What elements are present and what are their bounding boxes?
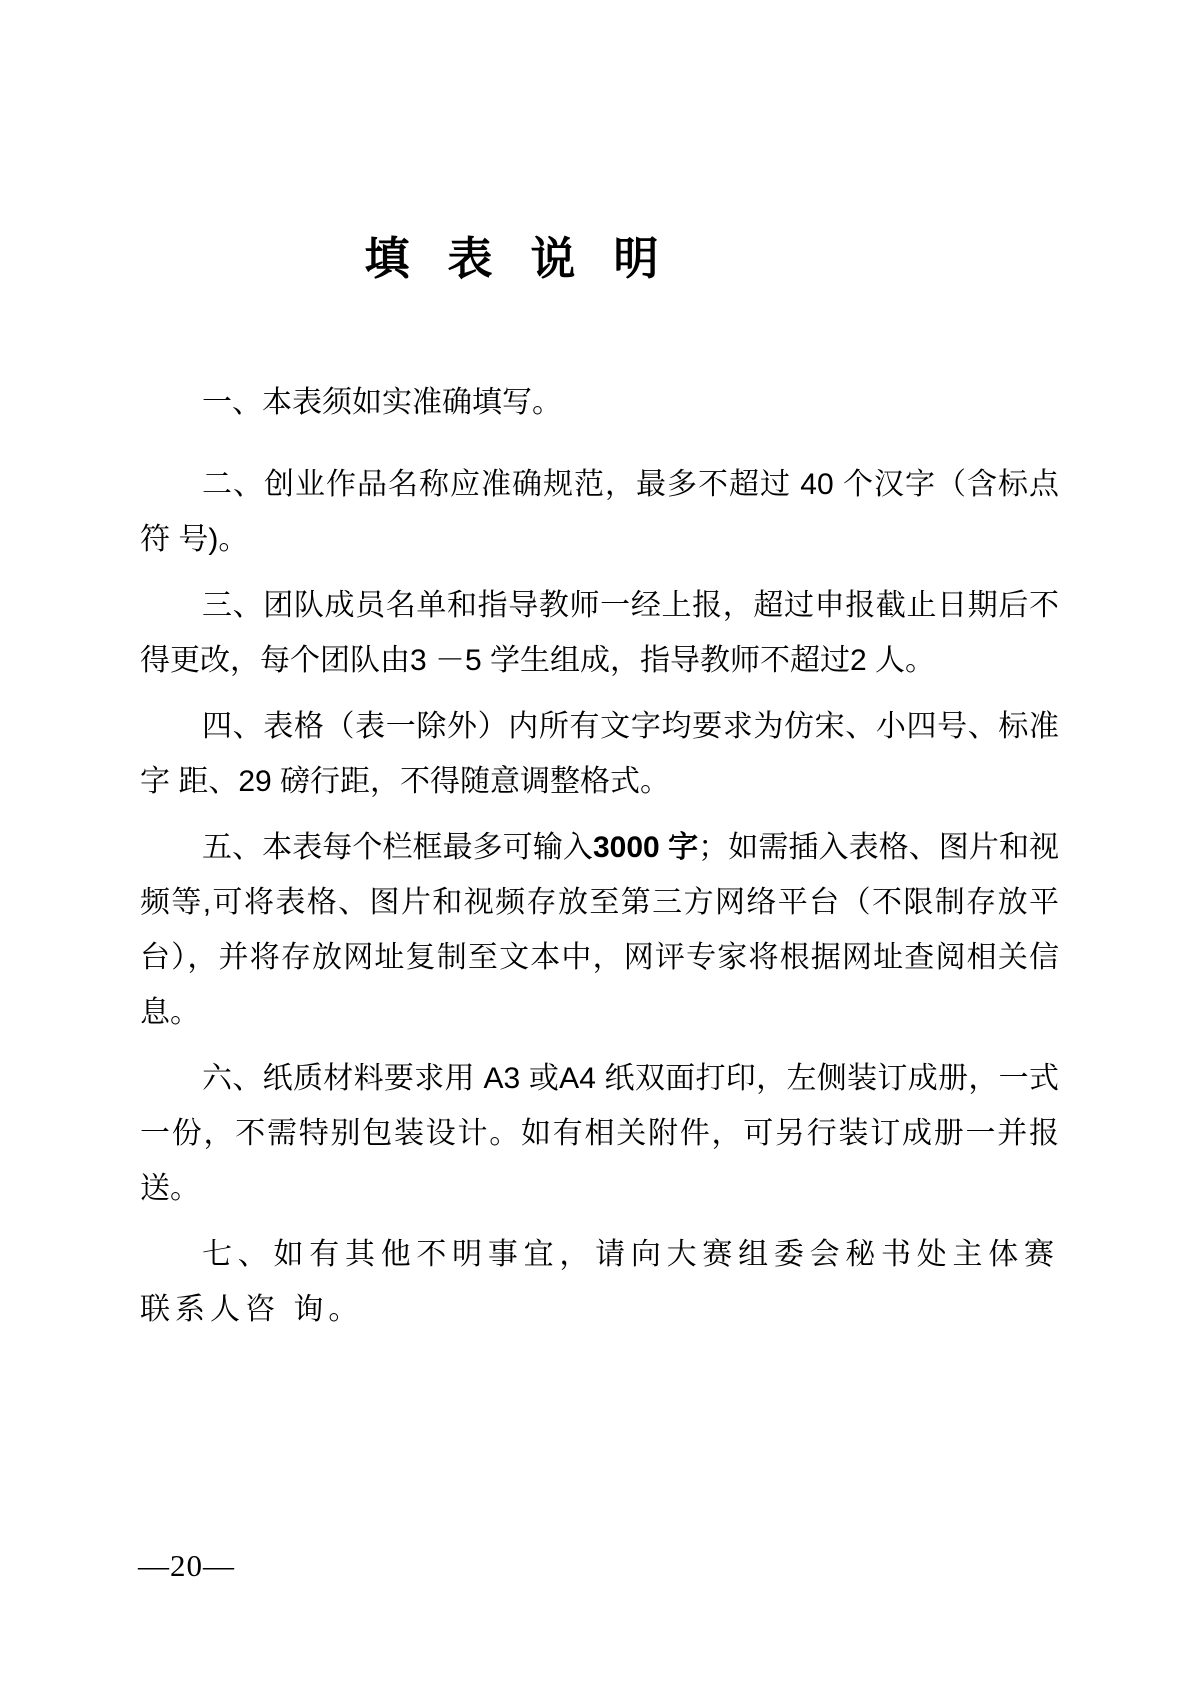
page-title: 填表说明 bbox=[364, 234, 697, 284]
instruction-item-4: 四、表格（表一除外）内所有文字均要求为仿宋、小四号、标准字 距、29 磅行距，不得随意调整格式。 bbox=[140, 710, 1059, 798]
instruction-item-5-pre: 五、本表每个栏框最多可输入 bbox=[202, 831, 593, 864]
instruction-item-5-bold: 3000 字 bbox=[592, 831, 699, 864]
instruction-item-2: 二、创业作品名称应准确规范，最多不超过 40 个汉字（含标点符 号)。 bbox=[140, 468, 1059, 556]
instruction-item-3: 三、团队成员名单和指导教师一经上报，超过申报截止日期后不得更改，每个团队由3 －5 学生组成，指导教师不超过2 人。 bbox=[140, 589, 1059, 677]
instruction-item-1: 一、本表须如实准确填写。 bbox=[202, 386, 562, 419]
instruction-item-7: 七、如有其他不明事宜，请向大赛组委会秘书处主体赛联系人咨 询。 bbox=[140, 1238, 1059, 1326]
instruction-item-5 bbox=[140, 820, 1059, 1040]
instruction-item-5-post: ；如需插入表格、图片和视频等,可将表格、图片和视频存放至第三方网络平台（不限制存放平台），并将存放网址复制至文本中，网评专家将根据网址查阅相关信息。 bbox=[140, 831, 1060, 1029]
instructions-body bbox=[140, 375, 1059, 1337]
instruction-item-6: 六、纸质材料要求用 A3 或A4 纸双面打印，左侧装订成册，一式一份，不需特别包装设计。如有相关附件，可另行装订成册一并报送。 bbox=[140, 1062, 1059, 1205]
page-number: —20— bbox=[138, 1548, 235, 1583]
